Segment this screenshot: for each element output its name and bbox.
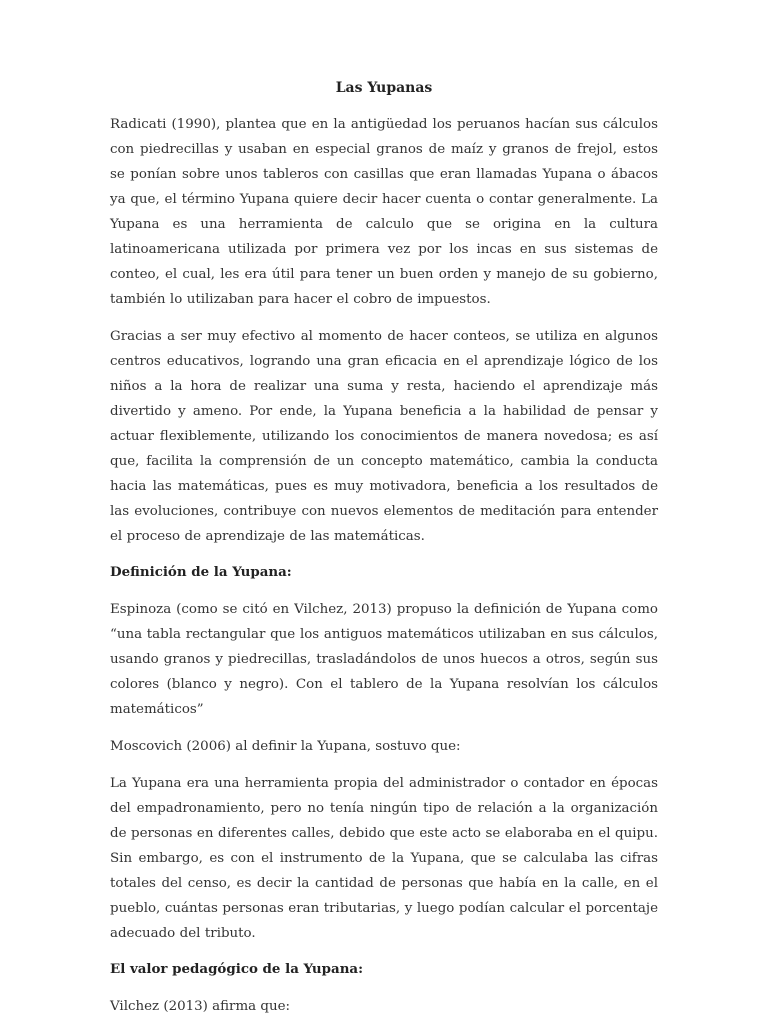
paragraph-gracias: Gracias a ser muy efectivo al momento de hacer conteos, se utiliza en algunos centros educativos, logrando una gran eficacia en el aprendizaje lógico de los niños a la hora de realizar una suma y resta, haciendo el aprendizaje más divertido y ameno. Por ende, la Yupana beneficia a la habilidad de pensar y actuar flexiblemente, utilizando los conocimientos de manera novedosa; es así que, facilita la comprensión de un concepto matemático, cambia la conducta hacia las matemáticas, pues es muy motivadora, beneficia a los resultados de las evoluciones, contribuye con nuevos elementos de meditación para entender el proceso de aprendizaje de las matemáticas. [110, 329, 658, 544]
paragraph-quote-yupana: La Yupana era una herramienta propia del administrador o contador en épocas del empadronamiento, pero no tenía ningún tipo de relación a la organización de personas en diferentes calles, debido que este acto se elaboraba en el quipu. Sin embargo, es con el instrumento de la Yupana, que se calculaba las cifras totales del censo, es decir la cantidad de personas que había en la calle, en el pueblo, cuántas personas eran tributarias, y luego podían calcular el porcentaje adecuado del tributo. [110, 776, 658, 941]
section-heading-valor-pedagogico: El valor pedagógico de la Yupana: [110, 961, 364, 977]
document-body [110, 78, 658, 1031]
section-heading-definicion: Definición de la Yupana: [110, 564, 292, 580]
paragraph-radicati: Radicati (1990), plantea que en la antigüedad los peruanos hacían sus cálculos con piedrecillas y usaban en especial granos de maíz y granos de frejol, estos se ponían sobre unos tableros con casillas que eran llamadas Yupana o ábacos ya que, el término Yupana quiere decir hacer cuenta o contar generalmente. La Yupana es una herramienta de calculo que se origina en la cultura latinoamericana utilizada por primera vez por los incas en sus sistemas de conteo, el cual, les era útil para tener un buen orden y manejo de su gobierno, también lo utilizaban para hacer el cobro de impuestos. [110, 117, 658, 307]
paragraph-vilchez: Vilchez (2013) afirma que: [110, 999, 291, 1014]
paragraph-moscovich: Moscovich (2006) al definir la Yupana, sostuvo que: [110, 739, 461, 754]
paragraph-espinoza: Espinoza (como se citó en Vilchez, 2013) propuso la definición de Yupana como “una tabla rectangular que los antiguos matemáticos utilizaban en sus cálculos, usando granos y piedrecillas, trasladándolos de unos huecos a otros, según sus colores (blanco y negro). Con el tablero de la Yupana resolvían los cálculos matemáticos” [110, 602, 658, 717]
document-title: Las Yupanas [335, 80, 433, 96]
